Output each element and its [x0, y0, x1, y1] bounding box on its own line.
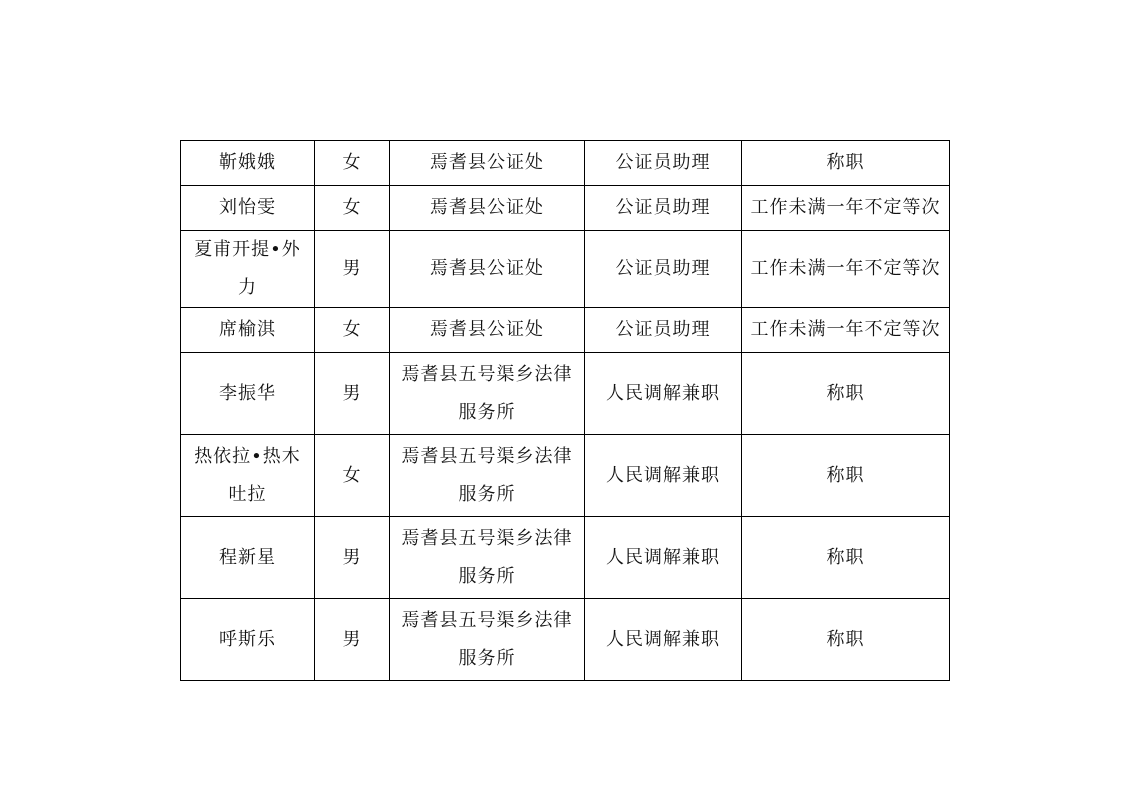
- post-cell: 公证员助理: [585, 308, 742, 353]
- unit-cell: 焉耆县五号渠乡法律服务所: [390, 599, 585, 681]
- unit-cell: 焉耆县五号渠乡法律服务所: [390, 353, 585, 435]
- table-row: [181, 141, 950, 186]
- gender-cell: 女: [315, 141, 390, 186]
- table-row: [181, 186, 950, 231]
- unit-cell: 焉耆县公证处: [390, 231, 585, 308]
- gender-cell: 女: [315, 435, 390, 517]
- result-cell: 称职: [742, 141, 950, 186]
- gender-cell: 男: [315, 517, 390, 599]
- gender-cell: 男: [315, 231, 390, 308]
- name-cell: 热依拉•热木吐拉: [181, 435, 315, 517]
- gender-cell: 女: [315, 186, 390, 231]
- post-cell: 公证员助理: [585, 231, 742, 308]
- unit-cell: 焉耆县五号渠乡法律服务所: [390, 435, 585, 517]
- name-cell: 靳娥娥: [181, 141, 315, 186]
- table-row: [181, 517, 950, 599]
- gender-cell: 女: [315, 308, 390, 353]
- personnel-assessment-table: [180, 140, 950, 681]
- gender-cell: 男: [315, 599, 390, 681]
- table-row: [181, 435, 950, 517]
- table-row: [181, 353, 950, 435]
- table-row: [181, 599, 950, 681]
- post-cell: 人民调解兼职: [585, 599, 742, 681]
- unit-cell: 焉耆县五号渠乡法律服务所: [390, 517, 585, 599]
- name-cell: 李振华: [181, 353, 315, 435]
- post-cell: 人民调解兼职: [585, 353, 742, 435]
- post-cell: 公证员助理: [585, 186, 742, 231]
- table-row: [181, 308, 950, 353]
- unit-cell: 焉耆县公证处: [390, 186, 585, 231]
- unit-cell: 焉耆县公证处: [390, 141, 585, 186]
- name-cell: 夏甫开提•外力: [181, 231, 315, 308]
- table-row: [181, 231, 950, 308]
- post-cell: 人民调解兼职: [585, 435, 742, 517]
- name-cell: 程新星: [181, 517, 315, 599]
- result-cell: 称职: [742, 517, 950, 599]
- name-cell: 呼斯乐: [181, 599, 315, 681]
- unit-cell: 焉耆县公证处: [390, 308, 585, 353]
- name-cell: 席榆淇: [181, 308, 315, 353]
- result-cell: 称职: [742, 435, 950, 517]
- name-cell: 刘怡雯: [181, 186, 315, 231]
- result-cell: 工作未满一年不定等次: [742, 186, 950, 231]
- post-cell: 人民调解兼职: [585, 517, 742, 599]
- gender-cell: 男: [315, 353, 390, 435]
- result-cell: 称职: [742, 353, 950, 435]
- post-cell: 公证员助理: [585, 141, 742, 186]
- result-cell: 工作未满一年不定等次: [742, 308, 950, 353]
- result-cell: 称职: [742, 599, 950, 681]
- result-cell: 工作未满一年不定等次: [742, 231, 950, 308]
